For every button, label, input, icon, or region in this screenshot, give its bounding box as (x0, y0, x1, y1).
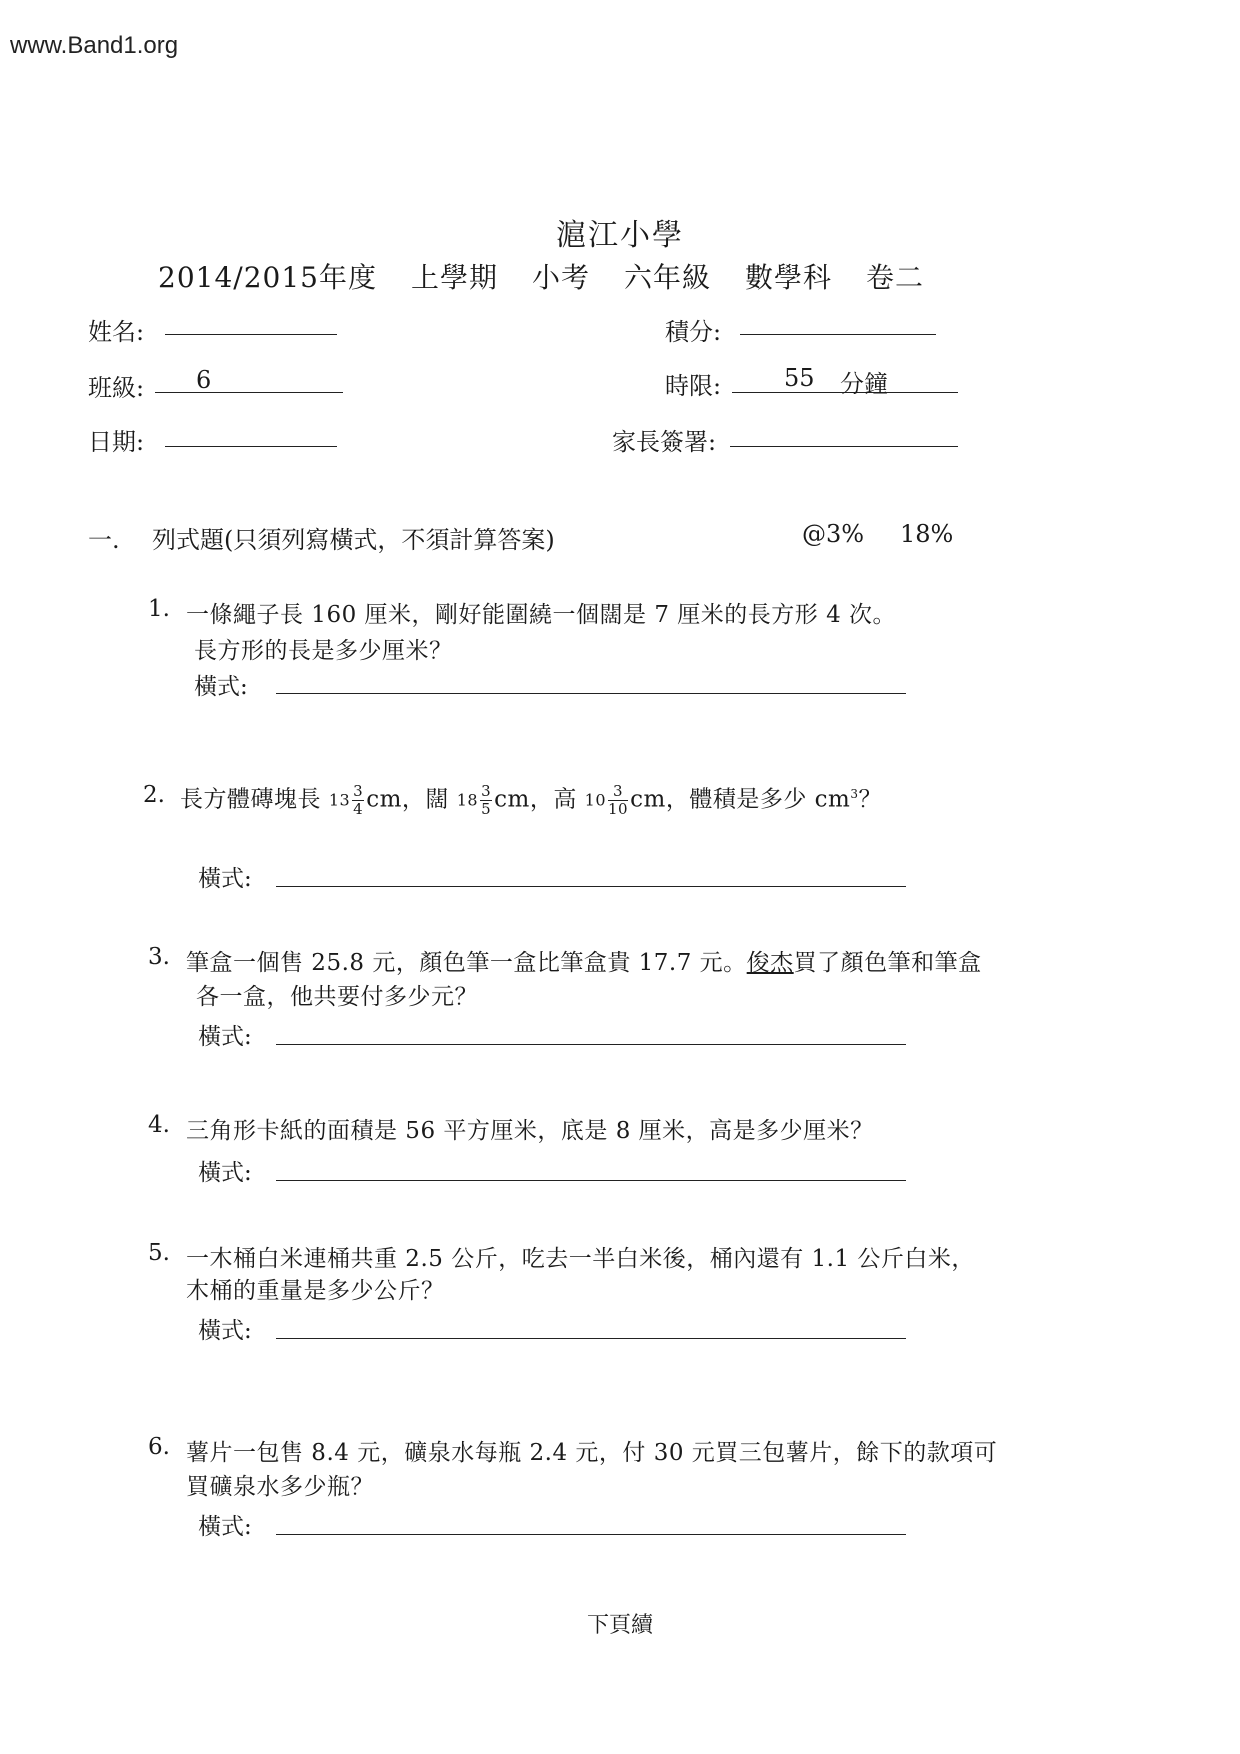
time-value: 55 (784, 364, 815, 392)
class-label: 班級: (88, 374, 145, 402)
q4-text-line1: 三角形卡紙的面積是 56 平方厘米，底是 8 厘米，高是多少厘米？ (186, 1118, 874, 1144)
q2-width-whole: 18 (456, 790, 479, 810)
q2-height-whole: 10 (584, 790, 607, 810)
q6-answer-label: 橫式: (198, 1514, 252, 1540)
subject: 數學科 (745, 261, 833, 294)
q5-number: 5. (148, 1240, 170, 1266)
q5-text-line2: 木桶的重量是多少公斤？ (186, 1278, 445, 1304)
q2-width-fraction: $\frac{3}{5}$ (481, 782, 492, 819)
q3-text-part1: 筆盒一個售 25.8 元，顏色筆一盒比筆盒貴 17.7 元。 (186, 950, 747, 976)
q3-number: 3. (148, 944, 170, 970)
parent-sign-field[interactable] (730, 446, 958, 447)
q2-text (180, 768, 882, 827)
q3-answer-label: 橫式: (198, 1024, 252, 1050)
q2-length-fraction: $\frac{3}{4}$ (353, 782, 364, 819)
q6-answer-line[interactable] (276, 1534, 906, 1535)
section-title: 列式題(只須列寫橫式，不須計算答案) (152, 526, 555, 554)
q3-text-part2: 買了顏色筆和筆盒 (793, 950, 982, 976)
q2-volume-unit: cm (814, 786, 851, 813)
q3-text-line1 (186, 944, 982, 977)
class-field[interactable] (155, 392, 343, 393)
q3-text-line2: 各一盒，他共要付多少元？ (196, 984, 478, 1010)
q2-answer-line[interactable] (276, 886, 906, 887)
name-label: 姓名: (88, 318, 145, 346)
continue-next-page: 下頁續 (586, 1613, 653, 1638)
q6-text-line1: 薯片一包售 8.4 元，礦泉水每瓶 2.4 元，付 30 元買三包薯片，餘下的款項可 (186, 1440, 998, 1466)
q4-answer-label: 橫式: (198, 1160, 252, 1186)
q2-volume-exponent: 3 (850, 787, 859, 801)
q2-height-label: ，高 (529, 786, 577, 813)
grade: 六年級 (623, 261, 711, 294)
q6-number: 6. (148, 1434, 170, 1460)
q2-prefix: 長方體磚塊長 (180, 786, 321, 813)
paper: 卷二 (866, 261, 925, 294)
q5-answer-label: 橫式: (198, 1318, 252, 1344)
section-each-marks: @3% (802, 520, 865, 548)
exam-subtitle (158, 256, 958, 296)
q2-question-mark: ？ (858, 786, 882, 813)
q5-text-line1: 一木桶白米連桶共重 2.5 公斤，吃去一半白米後，桶內還有 1.1 公斤白米， (186, 1246, 975, 1272)
q1-number: 1. (148, 596, 170, 622)
q2-answer-label: 橫式: (198, 866, 252, 892)
q1-answer-line[interactable] (276, 693, 906, 694)
time-label: 時限: (665, 372, 722, 400)
q2-height-unit: cm (630, 786, 666, 813)
q1-text-line1: 一條繩子長 160 厘米，剛好能圍繞一個闊是 7 厘米的長方形 4 次。 (186, 602, 897, 628)
q4-answer-line[interactable] (276, 1180, 906, 1181)
exam-type: 小考 (531, 261, 590, 294)
q2-width-label: ，闊 (401, 786, 449, 813)
q2-length-whole: 13 (328, 790, 351, 810)
q3-person-name: 俊杰 (746, 950, 794, 976)
q2-height-fraction: $\frac{3}{10}$ (608, 782, 629, 819)
class-value: 6 (196, 366, 212, 394)
q6-text-line2: 買礦泉水多少瓶？ (186, 1474, 374, 1500)
school-year: 2014/2015年度 (158, 261, 377, 294)
q2-number: 2. (143, 782, 165, 808)
date-label: 日期: (88, 428, 145, 456)
q2-width-unit: cm (494, 786, 530, 813)
q4-number: 4. (148, 1112, 170, 1138)
q1-answer-label: 橫式: (194, 674, 248, 700)
score-field[interactable] (740, 334, 936, 335)
term: 上學期 (410, 261, 498, 294)
section-number: 一. (88, 526, 120, 554)
q5-answer-line[interactable] (276, 1338, 906, 1339)
score-label: 積分: (665, 318, 722, 346)
date-field[interactable] (165, 446, 337, 447)
time-unit: 分鐘 (840, 370, 888, 398)
q3-answer-line[interactable] (276, 1044, 906, 1045)
q1-text-line2: 長方形的長是多少厘米？ (194, 638, 453, 664)
q2-suffix: ，體積是多少 (665, 786, 807, 813)
section-total-marks: 18% (900, 520, 954, 548)
name-field[interactable] (165, 334, 337, 335)
q2-length-unit: cm (366, 786, 402, 813)
school-name: 滬江小學 (556, 218, 684, 253)
watermark: www.Band1.org (10, 32, 179, 59)
parent-sign-label: 家長簽署: (612, 428, 717, 456)
